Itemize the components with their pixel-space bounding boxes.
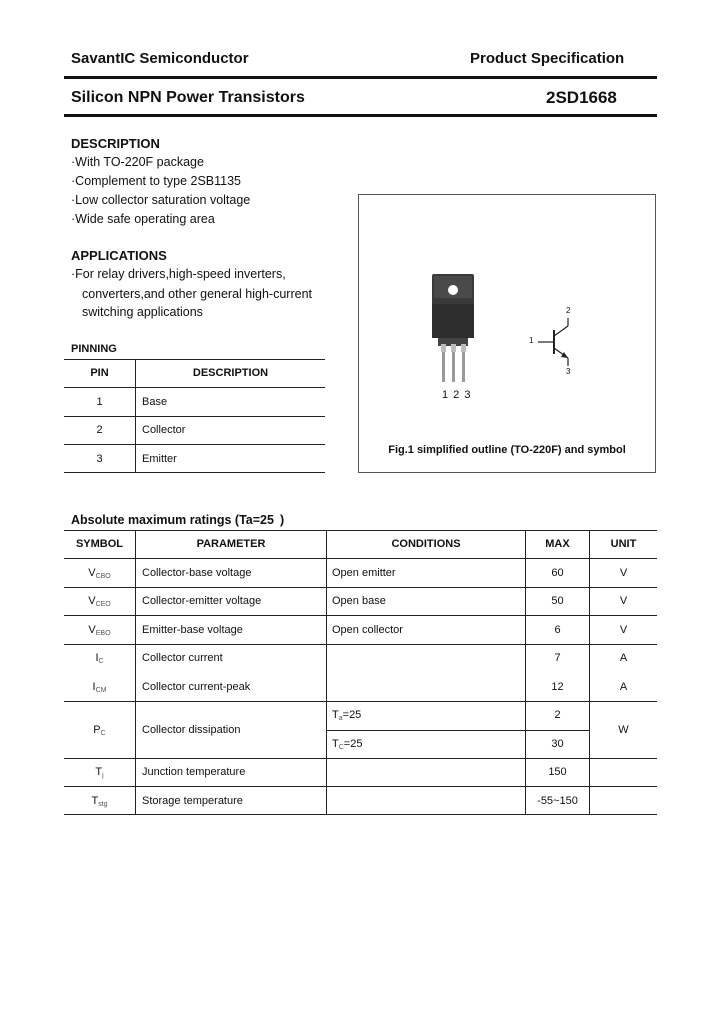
ratings-condition: Open emitter	[332, 567, 396, 579]
pin-number: 1	[96, 396, 103, 408]
ratings-max: 150	[548, 766, 567, 778]
ratings-header-parameter: PARAMETER	[196, 538, 266, 550]
ratings-condition: Open collector	[332, 624, 403, 636]
ratings-parameter: Collector current	[142, 652, 223, 664]
pinning-title: PINNING	[71, 343, 117, 355]
ratings-symbol: $T_j$	[95, 766, 104, 779]
ratings-symbol: $P_C$	[93, 724, 106, 737]
ratings-symbol: $T_{stg}$	[91, 795, 108, 808]
applications-line: ·For relay drivers,high-speed inverters,	[71, 267, 286, 281]
ratings-unit: V	[619, 595, 628, 607]
ratings-symbol: $V_{EBO}$	[88, 624, 111, 637]
ratings-header-max: MAX	[545, 538, 570, 550]
company-name: SavantIC Semiconductor	[71, 50, 249, 67]
description-item: ·With TO-220F package	[71, 155, 204, 169]
ratings-header-unit: UNIT	[610, 538, 637, 550]
description-title: DESCRIPTION	[71, 136, 160, 151]
ratings-max-b: 30	[551, 738, 564, 750]
applications-line: switching applications	[82, 305, 203, 319]
ratings-unit: A	[619, 681, 628, 693]
ratings-symbol: $I_{CM}$	[92, 681, 107, 694]
ratings-parameter: Storage temperature	[142, 795, 243, 807]
pin-number: 3	[96, 453, 103, 465]
ratings-unit: V	[619, 567, 628, 579]
ratings-unit: A	[619, 652, 628, 664]
ratings-parameter: Collector current-peak	[142, 681, 251, 693]
package-pin-numbers: 1 2 3	[442, 389, 472, 401]
pin-number: 2	[96, 424, 103, 436]
ratings-max: 60	[551, 567, 564, 579]
ratings-unit: V	[619, 624, 628, 636]
pin-description: Emitter	[142, 453, 177, 465]
ratings-parameter: Junction temperature	[142, 766, 246, 778]
ratings-parameter: Collector-emitter voltage	[142, 595, 262, 607]
ratings-parameter: Collector dissipation	[142, 724, 241, 736]
ratings-max: 12	[551, 681, 564, 693]
part-number: 2SD1668	[546, 88, 617, 107]
ratings-title: Absolute maximum ratings (Ta=25 )	[71, 513, 285, 527]
ratings-parameter: Collector-base voltage	[142, 567, 252, 579]
applications-title: APPLICATIONS	[71, 248, 167, 263]
figure-caption: Fig.1 simplified outline (TO-220F) and symbol	[388, 444, 626, 456]
ratings-header-symbol: SYMBOL	[75, 538, 124, 550]
pin-description: Base	[142, 396, 168, 408]
description-item: ·Low collector saturation voltage	[71, 193, 251, 207]
pin-description-header: DESCRIPTION	[192, 367, 269, 379]
ratings-condition: Open base	[332, 595, 386, 607]
ratings-symbol: $V_{CEO}$	[88, 595, 111, 608]
ratings-max: -55~150	[537, 795, 578, 807]
symbol-pin-base: 1	[529, 336, 534, 345]
ratings-max: 50	[551, 595, 564, 607]
pin-header: PIN	[90, 367, 109, 379]
header-rule-top	[64, 76, 657, 79]
applications-line: converters,and other general high-current	[82, 287, 312, 301]
product-line: Silicon NPN Power Transistors	[71, 89, 305, 106]
ratings-condition-a: $T_a=25$	[332, 709, 362, 722]
pin-description: Collector	[142, 424, 186, 436]
package-outline-image	[358, 194, 656, 473]
symbol-pin-emitter: 3	[566, 367, 571, 376]
ratings-condition-b: $T_C=25$	[332, 738, 363, 751]
description-item: ·Complement to type 2SB1135	[71, 174, 242, 188]
doc-type: Product Specification	[470, 50, 625, 67]
ratings-max-a: 2	[554, 709, 561, 721]
ratings-max: 7	[554, 652, 561, 664]
ratings-symbol: $I_C$	[95, 652, 104, 665]
symbol-pin-collector: 2	[566, 306, 571, 315]
ratings-symbol: $V_{CBO}$	[88, 567, 111, 580]
ratings-parameter: Emitter-base voltage	[142, 624, 243, 636]
header-rule-bottom	[64, 114, 657, 117]
description-item: ·Wide safe operating area	[71, 212, 215, 226]
ratings-max: 6	[554, 624, 561, 636]
ratings-unit: W	[618, 724, 629, 736]
ratings-header-conditions: CONDITIONS	[391, 538, 461, 550]
